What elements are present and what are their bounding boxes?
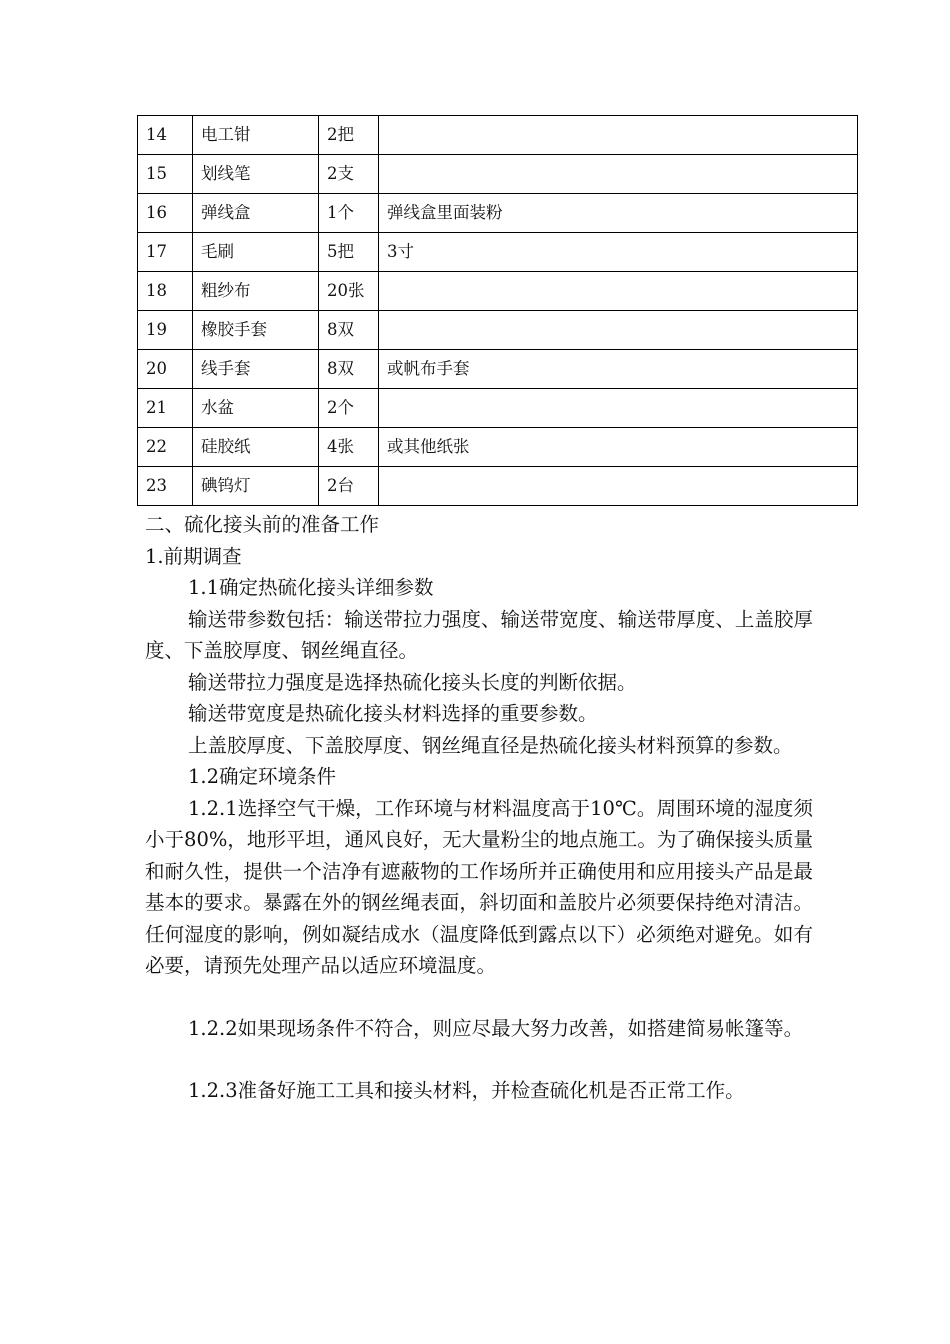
cell-item-name: 毛刷 [193, 233, 319, 272]
cell-quantity: 2个 [319, 389, 379, 428]
cell-number: 17 [138, 233, 193, 272]
cell-item-name: 弹线盒 [193, 194, 319, 233]
cell-number: 21 [138, 389, 193, 428]
cell-quantity: 2台 [319, 467, 379, 506]
cell-item-name: 硅胶纸 [193, 428, 319, 467]
blank-line [145, 1044, 813, 1075]
cell-item-name: 粗纱布 [193, 272, 319, 311]
subheading-1-1: 1.1确定热硫化接头详细参数 [188, 576, 434, 599]
cell-number: 22 [138, 428, 193, 467]
paragraph-1-2-1: 1.2.1选择空气干燥，工作环境与材料温度高于10℃。周围环境的湿度须小于80%，地形平坦，通风良好，无大量粉尘的地点施工。为了确保接头质量和耐久性，提供一个洁净有遮蔽物的工作场所并正确使用和应用接头产品是最基本的要求。暴露在外的钢丝绳表面，斜切面和盖胶片必须要保持绝对清洁。任何湿度的影响，例如凝结成水（温度降低到露点以下）必须绝对避免。如有必要，请预先处理产品以适应环境温度。 [145, 796, 813, 977]
paragraph-tensile-strength: 输送带拉力强度是选择热硫化接头长度的判断依据。 [188, 670, 637, 694]
table-row [138, 428, 858, 467]
table-row [138, 467, 858, 506]
cell-quantity: 20张 [319, 272, 379, 311]
cell-number: 20 [138, 350, 193, 389]
cell-quantity: 2把 [319, 116, 379, 155]
cell-quantity: 5把 [319, 233, 379, 272]
paragraph-thickness: 上盖胶厚度、下盖胶厚度、钢丝绳直径是热硫化接头材料预算的参数。 [188, 733, 793, 757]
cell-note [379, 389, 858, 428]
cell-number: 23 [138, 467, 193, 506]
paragraph-1-2-2: 1.2.2如果现场条件不符合，则应尽最大努力改善，如搭建简易帐篷等。 [188, 1016, 804, 1040]
cell-number: 18 [138, 272, 193, 311]
cell-note [379, 272, 858, 311]
cell-note [379, 311, 858, 350]
cell-note: 或帆布手套 [379, 350, 858, 389]
cell-item-name: 电工钳 [193, 116, 319, 155]
table-row [138, 311, 858, 350]
table-row [138, 116, 858, 155]
section-title: 二、硫化接头前的准备工作 [145, 513, 380, 536]
table-row [138, 233, 858, 272]
cell-quantity: 8双 [319, 350, 379, 389]
subheading-1: 1.前期调查 [145, 544, 242, 568]
table-row [138, 272, 858, 311]
cell-item-name: 划线笔 [193, 155, 319, 194]
table-row [138, 155, 858, 194]
cell-note [379, 467, 858, 506]
paragraph-1-2-3: 1.2.3准备好施工工具和接头材料，并检查硫化机是否正常工作。 [188, 1079, 745, 1102]
cell-number: 15 [138, 155, 193, 194]
cell-number: 19 [138, 311, 193, 350]
cell-quantity: 4张 [319, 428, 379, 467]
paragraph-belt-width: 输送带宽度是热硫化接头材料选择的重要参数。 [188, 702, 598, 725]
cell-item-name: 橡胶手套 [193, 311, 319, 350]
cell-quantity: 1个 [319, 194, 379, 233]
tools-table-body [138, 116, 858, 506]
cell-note: 弹线盒里面装粉 [379, 194, 858, 233]
cell-note [379, 116, 858, 155]
cell-item-name: 线手套 [193, 350, 319, 389]
body-text [145, 509, 813, 1107]
cell-number: 16 [138, 194, 193, 233]
cell-note [379, 155, 858, 194]
subheading-1-2: 1.2确定环境条件 [188, 765, 337, 788]
table-row [138, 350, 858, 389]
table-row [138, 389, 858, 428]
cell-number: 14 [138, 116, 193, 155]
cell-note: 3寸 [379, 233, 858, 272]
table-row [138, 194, 858, 233]
cell-note: 或其他纸张 [379, 428, 858, 467]
cell-quantity: 8双 [319, 311, 379, 350]
cell-item-name: 水盆 [193, 389, 319, 428]
tools-table [137, 115, 858, 506]
cell-quantity: 2支 [319, 155, 379, 194]
cell-item-name: 碘钨灯 [193, 467, 319, 506]
paragraph-belt-params: 输送带参数包括：输送带拉力强度、输送带宽度、输送带厚度、上盖胶厚度、下盖胶厚度、钢丝绳直径。 [145, 607, 813, 662]
blank-line [145, 982, 813, 1013]
